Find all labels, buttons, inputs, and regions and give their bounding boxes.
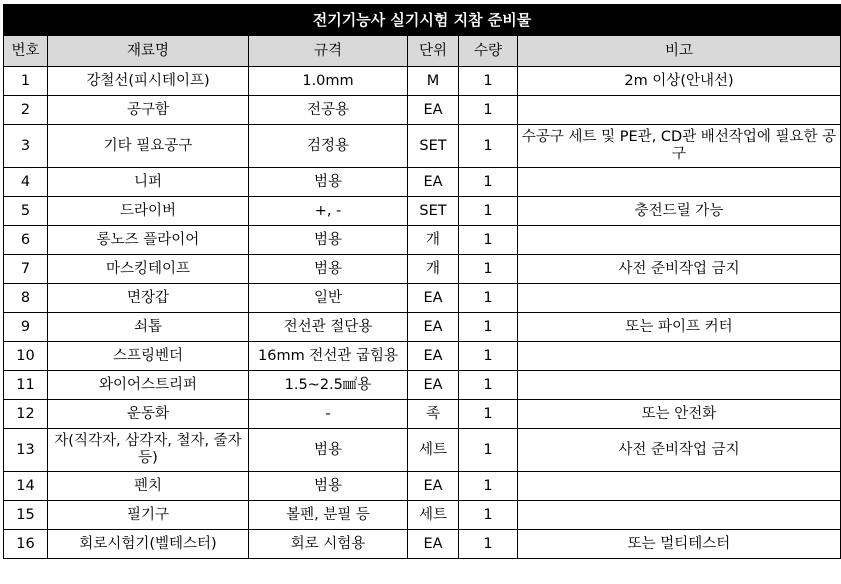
cell-no: 16 <box>4 530 48 559</box>
table-row <box>4 168 841 197</box>
table-row <box>4 400 841 429</box>
table-row <box>4 342 841 371</box>
header-no: 번호 <box>4 36 48 67</box>
cell-spec: 회로 시험용 <box>249 530 408 559</box>
cell-note <box>518 371 841 400</box>
cell-name: 자(직각자, 삼각자, 철자, 줄자 등) <box>48 429 249 472</box>
cell-no: 5 <box>4 197 48 226</box>
cell-spec: 1.5~2.5㎟용 <box>249 371 408 400</box>
cell-name: 스프링벤더 <box>48 342 249 371</box>
cell-unit: 세트 <box>408 501 459 530</box>
cell-qty: 1 <box>459 96 518 125</box>
cell-spec: 범용 <box>249 472 408 501</box>
table-row <box>4 371 841 400</box>
table-row <box>4 125 841 168</box>
cell-qty: 1 <box>459 255 518 284</box>
table-row <box>4 313 841 342</box>
cell-name: 공구함 <box>48 96 249 125</box>
cell-name: 니퍼 <box>48 168 249 197</box>
cell-no: 3 <box>4 125 48 168</box>
cell-no: 4 <box>4 168 48 197</box>
cell-name: 회로시험기(벨테스터) <box>48 530 249 559</box>
table-row <box>4 501 841 530</box>
cell-note <box>518 226 841 255</box>
cell-no: 15 <box>4 501 48 530</box>
cell-spec: 범용 <box>249 429 408 472</box>
table-row <box>4 96 841 125</box>
cell-name: 마스킹테이프 <box>48 255 249 284</box>
cell-qty: 1 <box>459 501 518 530</box>
header-row <box>4 36 841 67</box>
cell-note: 사전 준비작업 금지 <box>518 429 841 472</box>
cell-unit: SET <box>408 125 459 168</box>
cell-name: 와이어스트리퍼 <box>48 371 249 400</box>
cell-unit: 개 <box>408 226 459 255</box>
cell-name: 펜치 <box>48 472 249 501</box>
cell-name: 롱노즈 플라이어 <box>48 226 249 255</box>
cell-qty: 1 <box>459 530 518 559</box>
header-name: 재료명 <box>48 36 249 67</box>
title-row <box>4 5 841 36</box>
cell-no: 12 <box>4 400 48 429</box>
cell-qty: 1 <box>459 67 518 96</box>
table-row <box>4 472 841 501</box>
table-row <box>4 197 841 226</box>
cell-note: 수공구 세트 및 PE관, CD관 배선작업에 필요한 공구 <box>518 125 841 168</box>
cell-qty: 1 <box>459 313 518 342</box>
cell-note <box>518 96 841 125</box>
cell-qty: 1 <box>459 226 518 255</box>
cell-name: 강철선(피시테이프) <box>48 67 249 96</box>
cell-spec: 볼펜, 분필 등 <box>249 501 408 530</box>
cell-no: 13 <box>4 429 48 472</box>
materials-table <box>3 4 841 559</box>
cell-spec: 일반 <box>249 284 408 313</box>
cell-name: 기타 필요공구 <box>48 125 249 168</box>
cell-no: 2 <box>4 96 48 125</box>
table-title: 전기기능사 실기시험 지참 준비물 <box>4 5 841 36</box>
cell-note <box>518 342 841 371</box>
cell-unit: M <box>408 67 459 96</box>
table-row <box>4 226 841 255</box>
cell-unit: 개 <box>408 255 459 284</box>
cell-unit: SET <box>408 197 459 226</box>
cell-name: 운동화 <box>48 400 249 429</box>
table-row <box>4 284 841 313</box>
cell-qty: 1 <box>459 125 518 168</box>
cell-spec: 전선관 절단용 <box>249 313 408 342</box>
table-row <box>4 67 841 96</box>
cell-qty: 1 <box>459 472 518 501</box>
cell-note <box>518 168 841 197</box>
cell-spec: 범용 <box>249 226 408 255</box>
cell-unit: EA <box>408 96 459 125</box>
cell-unit: EA <box>408 342 459 371</box>
table-row <box>4 255 841 284</box>
cell-note <box>518 284 841 313</box>
cell-qty: 1 <box>459 342 518 371</box>
cell-unit: EA <box>408 371 459 400</box>
cell-spec: 검정용 <box>249 125 408 168</box>
header-unit: 단위 <box>408 36 459 67</box>
table-row <box>4 530 841 559</box>
cell-note: 사전 준비작업 금지 <box>518 255 841 284</box>
cell-name: 드라이버 <box>48 197 249 226</box>
cell-no: 8 <box>4 284 48 313</box>
cell-qty: 1 <box>459 371 518 400</box>
cell-unit: 세트 <box>408 429 459 472</box>
cell-no: 14 <box>4 472 48 501</box>
cell-unit: EA <box>408 472 459 501</box>
cell-no: 6 <box>4 226 48 255</box>
cell-no: 11 <box>4 371 48 400</box>
cell-unit: EA <box>408 284 459 313</box>
cell-name: 필기구 <box>48 501 249 530</box>
cell-unit: EA <box>408 313 459 342</box>
cell-spec: 16mm 전선관 굽힘용 <box>249 342 408 371</box>
cell-spec: 범용 <box>249 168 408 197</box>
cell-qty: 1 <box>459 429 518 472</box>
cell-qty: 1 <box>459 400 518 429</box>
cell-note <box>518 472 841 501</box>
cell-spec: 범용 <box>249 255 408 284</box>
cell-spec: - <box>249 400 408 429</box>
cell-qty: 1 <box>459 168 518 197</box>
cell-note: 2m 이상(안내선) <box>518 67 841 96</box>
table-row <box>4 429 841 472</box>
cell-name: 쇠톱 <box>48 313 249 342</box>
cell-qty: 1 <box>459 284 518 313</box>
cell-unit: EA <box>408 530 459 559</box>
cell-no: 10 <box>4 342 48 371</box>
cell-name: 면장갑 <box>48 284 249 313</box>
cell-note <box>518 501 841 530</box>
cell-qty: 1 <box>459 197 518 226</box>
cell-note: 충전드릴 가능 <box>518 197 841 226</box>
cell-unit: EA <box>408 168 459 197</box>
cell-spec: +, - <box>249 197 408 226</box>
cell-spec: 1.0mm <box>249 67 408 96</box>
cell-no: 9 <box>4 313 48 342</box>
cell-note: 또는 안전화 <box>518 400 841 429</box>
header-spec: 규격 <box>249 36 408 67</box>
cell-note: 또는 파이프 커터 <box>518 313 841 342</box>
cell-unit: 족 <box>408 400 459 429</box>
cell-no: 7 <box>4 255 48 284</box>
header-note: 비고 <box>518 36 841 67</box>
cell-no: 1 <box>4 67 48 96</box>
cell-spec: 전공용 <box>249 96 408 125</box>
cell-note: 또는 멀티테스터 <box>518 530 841 559</box>
header-qty: 수량 <box>459 36 518 67</box>
